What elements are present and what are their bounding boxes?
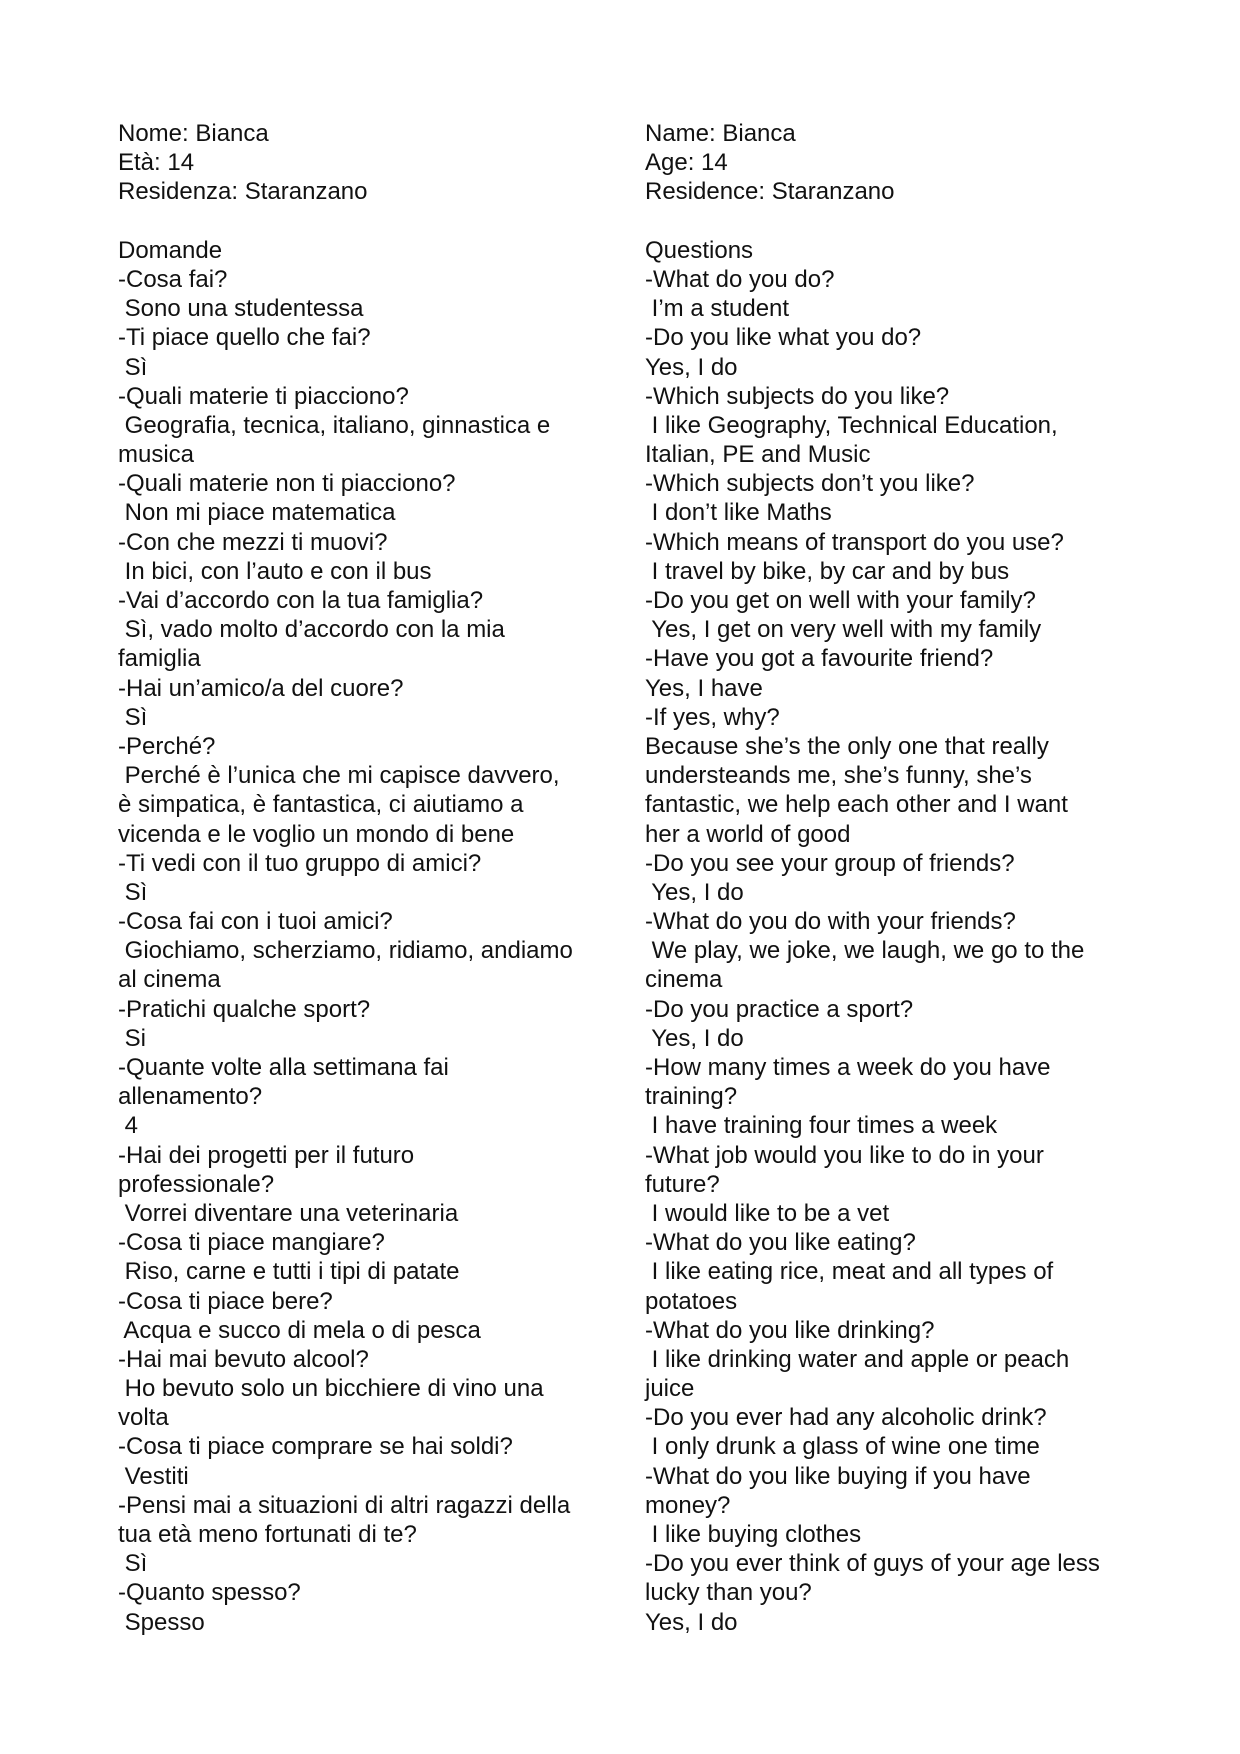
english-line: I only drunk a glass of wine one time xyxy=(645,1433,1040,1461)
english-line: -Do you like what you do? xyxy=(645,324,922,352)
english-line: I’m a student xyxy=(645,295,790,323)
english-line: Residence: Staranzano xyxy=(645,178,895,206)
italian-line: Domande xyxy=(118,236,223,264)
italian-line: In bici, con l’auto e con il bus xyxy=(118,557,432,585)
english-line: -What do you like drinking? xyxy=(645,1316,935,1344)
english-line: -What do you like eating? xyxy=(645,1229,916,1257)
italian-line: -Hai dei progetti per il futuro xyxy=(118,1141,415,1169)
english-line: I would like to be a vet xyxy=(645,1199,890,1227)
italian-line: -Hai un’amico/a del cuore? xyxy=(118,674,404,702)
english-line: -Do you practice a sport? xyxy=(645,995,914,1023)
italian-line: -Vai d’accordo con la tua famiglia? xyxy=(118,587,484,614)
english-line: -If yes, why? xyxy=(645,703,780,731)
english-line: her a world of good xyxy=(645,820,851,848)
italian-line: Sì xyxy=(118,703,148,731)
italian-line: -Quante volte alla settimana fai xyxy=(118,1054,449,1081)
italian-line: Residenza: Staranzano xyxy=(118,178,368,206)
italian-line: -Quanto spesso? xyxy=(118,1579,301,1607)
italian-line: -Ti vedi con il tuo gruppo di amici? xyxy=(118,849,482,877)
english-line: I travel by bike, by car and by bus xyxy=(645,557,1010,585)
english-line: Because she’s the only one that really xyxy=(645,732,1049,760)
english-line: lucky than you? xyxy=(645,1579,812,1607)
italian-line: Non mi piace matematica xyxy=(118,499,396,527)
italian-line: Sì, vado molto d’accordo con la mia xyxy=(118,616,505,644)
italian-line: è simpatica, è fantastica, ci aiutiamo a xyxy=(118,791,524,819)
english-line: -Which means of transport do you use? xyxy=(645,528,1064,556)
italian-line xyxy=(118,207,638,236)
italian-line: volta xyxy=(118,1404,169,1432)
english-line: Questions xyxy=(645,236,754,264)
italian-line: Acqua e succo di mela o di pesca xyxy=(118,1316,481,1344)
italian-line: famiglia xyxy=(118,645,201,673)
italian-line: Giochiamo, scherziamo, ridiamo, andiamo xyxy=(118,937,573,965)
italian-line: -Hai mai bevuto alcool? xyxy=(118,1345,369,1373)
english-line: Age: 14 xyxy=(645,149,728,177)
italian-line: -Cosa ti piace mangiare? xyxy=(118,1229,385,1257)
italian-line: -Pratichi qualche sport? xyxy=(118,995,371,1023)
english-line: I like Geography, Technical Education, xyxy=(645,411,1058,439)
italian-line: tua età meno fortunati di te? xyxy=(118,1521,417,1548)
english-line: Yes, I do xyxy=(645,878,744,906)
english-line: training? xyxy=(645,1083,738,1111)
english-line: Yes, I have xyxy=(645,674,763,702)
italian-line: Età: 14 xyxy=(118,149,195,177)
italian-line: Sì xyxy=(118,353,148,381)
english-line: understeands me, she’s funny, she’s xyxy=(645,762,1032,790)
english-line: -What do you do? xyxy=(645,265,835,293)
italian-line: -Quali materie ti piacciono? xyxy=(118,382,409,410)
italian-line: Sì xyxy=(118,1550,148,1578)
italian-line: 4 xyxy=(118,1112,139,1140)
italian-line: -Con che mezzi ti muovi? xyxy=(118,528,388,556)
english-line: I have training four times a week xyxy=(645,1112,998,1140)
english-line: Name: Bianca xyxy=(645,120,796,147)
english-line: -Do you ever had any alcoholic drink? xyxy=(645,1404,1047,1432)
italian-line: musica xyxy=(118,441,195,469)
english-line: We play, we joke, we laugh, we go to the xyxy=(645,937,1085,965)
english-line: -How many times a week do you have xyxy=(645,1054,1051,1081)
english-line: Yes, I do xyxy=(645,1608,738,1636)
english-line: -Do you get on well with your family? xyxy=(645,587,1036,614)
english-line: I don’t like Maths xyxy=(645,499,832,527)
english-line: -What job would you like to do in your xyxy=(645,1141,1044,1169)
english-line: Yes, I do xyxy=(645,353,738,381)
english-line: -Which subjects do you like? xyxy=(645,382,950,410)
italian-line: Vorrei diventare una veterinaria xyxy=(118,1199,459,1227)
italian-line: Spesso xyxy=(118,1608,205,1636)
english-line: juice xyxy=(645,1375,695,1403)
english-line: I like drinking water and apple or peach xyxy=(645,1345,1070,1373)
italian-line: Vestiti xyxy=(118,1462,189,1490)
italian-line: Riso, carne e tutti i tipi di patate xyxy=(118,1258,460,1286)
english-line: future? xyxy=(645,1170,720,1198)
english-line xyxy=(645,207,1185,236)
italian-line: Geografia, tecnica, italiano, ginnastica e xyxy=(118,411,551,439)
english-line: -What do you like buying if you have xyxy=(645,1462,1031,1490)
italian-line: -Cosa fai con i tuoi amici? xyxy=(118,908,393,936)
italian-line: Perché è l’unica che mi capisce davvero, xyxy=(118,762,560,790)
italian-line: -Perché? xyxy=(118,732,216,760)
italian-line: Nome: Bianca xyxy=(118,120,269,147)
italian-line: Ho bevuto solo un bicchiere di vino una xyxy=(118,1375,544,1403)
italian-line: -Ti piace quello che fai? xyxy=(118,324,371,352)
english-line: -Do you see your group of friends? xyxy=(645,849,1015,877)
italian-line: allenamento? xyxy=(118,1083,263,1111)
english-line: Yes, I get on very well with my family xyxy=(645,616,1042,644)
italian-line: vicenda e le voglio un mondo di bene xyxy=(118,820,515,848)
english-line: -What do you do with your friends? xyxy=(645,908,1016,936)
english-line: cinema xyxy=(645,966,723,994)
italian-line: Sì xyxy=(118,878,148,906)
italian-line: al cinema xyxy=(118,966,221,994)
italian-line: -Cosa ti piace comprare se hai soldi? xyxy=(118,1433,513,1461)
english-line: fantastic, we help each other and I want xyxy=(645,791,1068,819)
italian-line: Sono una studentessa xyxy=(118,295,364,323)
english-line: -Have you got a favourite friend? xyxy=(645,645,994,673)
italian-line: -Cosa fai? xyxy=(118,265,228,293)
english-interview-column xyxy=(645,119,1185,1637)
italian-line: -Cosa ti piace bere? xyxy=(118,1287,333,1315)
english-line: Italian, PE and Music xyxy=(645,441,871,469)
italian-line: Si xyxy=(118,1024,147,1052)
italian-interview-column xyxy=(118,119,638,1637)
english-line: Yes, I do xyxy=(645,1024,744,1052)
english-line: -Which subjects don’t you like? xyxy=(645,470,975,498)
english-line: potatoes xyxy=(645,1287,738,1315)
english-line: I like buying clothes xyxy=(645,1521,862,1548)
english-line: money? xyxy=(645,1491,731,1519)
italian-line: -Quali materie non ti piacciono? xyxy=(118,470,456,498)
english-line: I like eating rice, meat and all types of xyxy=(645,1258,1054,1286)
english-line: -Do you ever think of guys of your age less xyxy=(645,1550,1100,1578)
italian-line: -Pensi mai a situazioni di altri ragazzi della xyxy=(118,1491,571,1519)
italian-line: professionale? xyxy=(118,1170,275,1198)
